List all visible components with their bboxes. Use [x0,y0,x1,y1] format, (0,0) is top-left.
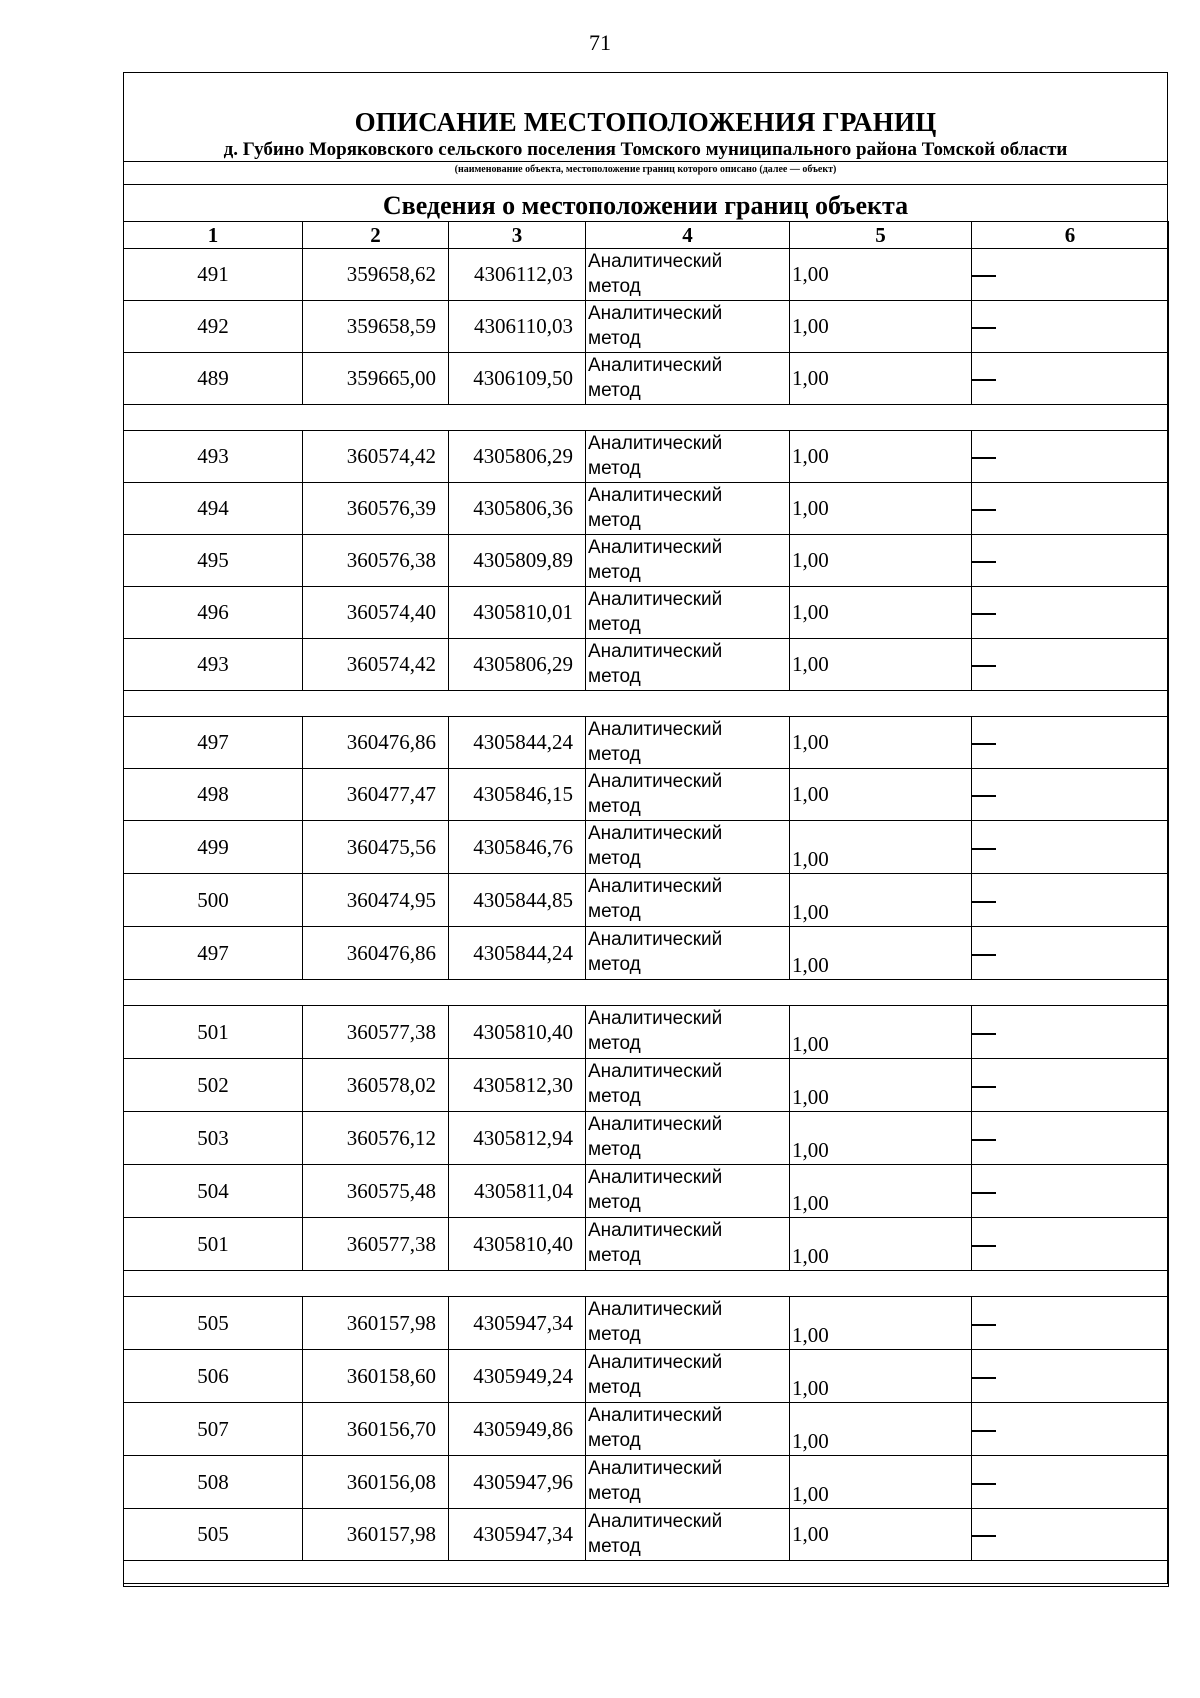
coord-x: 360576,38 [303,535,449,587]
method-line2: метод [588,614,641,635]
method-line1: Аналитический [588,929,723,950]
method-line2: метод [588,458,641,479]
accuracy-cell: 1,00 [790,717,972,769]
coord-y: 4305844,24 [449,927,586,980]
method-line1: Аналитический [588,1352,723,1373]
method-line1: Аналитический [588,303,723,324]
accuracy-cell: 1,00 [790,587,972,639]
point-number: 505 [124,1509,303,1561]
point-number: 497 [124,927,303,980]
point-number: 493 [124,431,303,483]
method-line2: метод [588,1192,641,1213]
dash-mark [972,795,996,797]
coord-x: 360156,70 [303,1403,449,1456]
dash-mark [972,1192,996,1194]
method-line1: Аналитический [588,641,723,662]
method-line1: Аналитический [588,537,723,558]
method-line1: Аналитический [588,876,723,897]
table-row [124,821,1169,874]
table-row [124,1509,1169,1561]
point-number: 496 [124,587,303,639]
method-cell [586,1059,790,1112]
method-line1: Аналитический [588,485,723,506]
method-line2: метод [588,796,641,817]
description-cell [972,1165,1169,1218]
dash-mark [972,1535,996,1537]
method-cell [586,301,790,353]
coord-y: 4305846,15 [449,769,586,821]
dash-mark [972,1483,996,1485]
description-cell [972,927,1169,980]
method-line1: Аналитический [588,1114,723,1135]
method-line1: Аналитический [588,771,723,792]
document-frame [123,72,1168,1584]
coord-y: 4305810,01 [449,587,586,639]
method-line2: метод [588,1086,641,1107]
table-row [124,717,1169,769]
description-cell [972,1297,1169,1350]
coord-x: 359658,59 [303,301,449,353]
point-number: 491 [124,249,303,301]
method-cell [586,717,790,769]
method-cell [586,353,790,405]
description-cell [972,1218,1169,1271]
point-number: 506 [124,1350,303,1403]
separator-row [124,1271,1169,1297]
column-header: 6 [972,222,1169,249]
coord-y: 4305806,29 [449,431,586,483]
accuracy-cell: 1,00 [790,1006,972,1059]
coord-x: 360574,42 [303,639,449,691]
table-row [124,431,1169,483]
table-row [124,1218,1169,1271]
accuracy-cell: 1,00 [790,249,972,301]
coord-y: 4305947,34 [449,1509,586,1561]
description-cell [972,587,1169,639]
coord-y: 4305806,36 [449,483,586,535]
method-line1: Аналитический [588,719,723,740]
method-cell [586,639,790,691]
accuracy-cell: 1,00 [790,301,972,353]
method-line1: Аналитический [588,1405,723,1426]
method-cell [586,1006,790,1059]
method-line1: Аналитический [588,1299,723,1320]
accuracy-cell: 1,00 [790,1112,972,1165]
table-row [124,535,1169,587]
point-number: 495 [124,535,303,587]
coord-x: 360157,98 [303,1509,449,1561]
method-cell [586,1297,790,1350]
accuracy-cell: 1,00 [790,769,972,821]
description-cell [972,1403,1169,1456]
method-line2: метод [588,1139,641,1160]
point-number: 507 [124,1403,303,1456]
table-row [124,1456,1169,1509]
dash-mark [972,457,996,459]
table-row [124,1403,1169,1456]
coord-x: 359658,62 [303,249,449,301]
dash-mark [972,275,996,277]
method-cell [586,483,790,535]
coord-y: 4305806,29 [449,639,586,691]
dash-mark [972,379,996,381]
coord-y: 4305947,34 [449,1297,586,1350]
description-cell [972,249,1169,301]
table-row [124,927,1169,980]
method-line1: Аналитический [588,355,723,376]
point-number: 499 [124,821,303,874]
dash-mark [972,743,996,745]
dash-mark [972,1139,996,1141]
method-line2: метод [588,1483,641,1504]
page-number: 71 [589,30,611,55]
separator-row [124,1561,1169,1587]
point-number: 505 [124,1297,303,1350]
method-cell [586,769,790,821]
coord-x: 360577,38 [303,1006,449,1059]
point-number: 494 [124,483,303,535]
divider [124,184,1167,185]
divider [124,161,1167,162]
coord-x: 359665,00 [303,353,449,405]
method-line2: метод [588,380,641,401]
dash-mark [972,1245,996,1247]
method-line1: Аналитический [588,251,723,272]
table-row [124,1112,1169,1165]
accuracy-cell: 1,00 [790,1165,972,1218]
header-row [124,222,1169,249]
coord-y: 4305844,24 [449,717,586,769]
coord-x: 360576,12 [303,1112,449,1165]
column-header: 1 [124,222,303,249]
coord-y: 4305947,96 [449,1456,586,1509]
method-cell [586,1403,790,1456]
description-cell [972,717,1169,769]
coord-x: 360156,08 [303,1456,449,1509]
description-cell [972,769,1169,821]
method-line2: метод [588,1377,641,1398]
method-line1: Аналитический [588,1167,723,1188]
table-row [124,1297,1169,1350]
method-cell [586,927,790,980]
dash-mark [972,1086,996,1088]
method-cell [586,1509,790,1561]
point-number: 501 [124,1218,303,1271]
method-cell [586,431,790,483]
method-line2: метод [588,666,641,687]
method-line2: метод [588,510,641,531]
method-line2: метод [588,1245,641,1266]
coord-x: 360157,98 [303,1297,449,1350]
table-row [124,1059,1169,1112]
method-line1: Аналитический [588,589,723,610]
table-row [124,1006,1169,1059]
dash-mark [972,954,996,956]
dash-mark [972,509,996,511]
description-cell [972,639,1169,691]
coord-x: 360477,47 [303,769,449,821]
method-cell [586,535,790,587]
table-row [124,639,1169,691]
accuracy-cell: 1,00 [790,821,972,874]
coord-x: 360476,86 [303,717,449,769]
method-cell [586,587,790,639]
dash-mark [972,901,996,903]
point-number: 492 [124,301,303,353]
separator-row [124,691,1169,717]
accuracy-cell: 1,00 [790,483,972,535]
document-subtitle: д. Губино Моряковского сельского поселения Томского муниципального района Томской области [223,139,1068,160]
description-cell [972,874,1169,927]
description-cell [972,353,1169,405]
accuracy-cell: 1,00 [790,874,972,927]
coord-x: 360576,39 [303,483,449,535]
method-line1: Аналитический [588,1220,723,1241]
dash-mark [972,613,996,615]
coord-y: 4305810,40 [449,1006,586,1059]
object-note: (наименование объекта, местоположение границ которого описано (далее — объект) [454,164,837,175]
coord-x: 360474,95 [303,874,449,927]
coord-y: 4305812,94 [449,1112,586,1165]
point-number: 497 [124,717,303,769]
point-number: 503 [124,1112,303,1165]
dash-mark [972,1430,996,1432]
method-cell [586,1112,790,1165]
accuracy-cell: 1,00 [790,1350,972,1403]
coord-x: 360158,60 [303,1350,449,1403]
description-cell [972,1350,1169,1403]
point-number: 508 [124,1456,303,1509]
description-cell [972,821,1169,874]
table-row [124,874,1169,927]
coord-y: 4305949,86 [449,1403,586,1456]
method-line1: Аналитический [588,1061,723,1082]
accuracy-cell: 1,00 [790,927,972,980]
column-header: 5 [790,222,972,249]
method-line1: Аналитический [588,1458,723,1479]
table-row [124,769,1169,821]
description-cell [972,301,1169,353]
point-number: 500 [124,874,303,927]
accuracy-cell: 1,00 [790,1456,972,1509]
point-number: 504 [124,1165,303,1218]
coord-x: 360575,48 [303,1165,449,1218]
table-row [124,483,1169,535]
dash-mark [972,561,996,563]
description-cell [972,1112,1169,1165]
column-header: 2 [303,222,449,249]
coord-y: 4305810,40 [449,1218,586,1271]
coord-y: 4305809,89 [449,535,586,587]
method-cell [586,1165,790,1218]
dash-mark [972,848,996,850]
method-line2: метод [588,848,641,869]
coord-x: 360475,56 [303,821,449,874]
coord-y: 4305846,76 [449,821,586,874]
method-line2: метод [588,1430,641,1451]
method-cell [586,821,790,874]
method-cell [586,1218,790,1271]
coord-x: 360574,40 [303,587,449,639]
description-cell [972,483,1169,535]
coord-x: 360578,02 [303,1059,449,1112]
method-line2: метод [588,1536,641,1557]
accuracy-cell: 1,00 [790,1403,972,1456]
description-cell [972,431,1169,483]
coord-x: 360476,86 [303,927,449,980]
column-header: 3 [449,222,586,249]
document-title: ОПИСАНИЕ МЕСТОПОЛОЖЕНИЯ ГРАНИЦ [354,107,937,137]
point-number: 489 [124,353,303,405]
table-row [124,1165,1169,1218]
dash-mark [972,327,996,329]
method-line2: метод [588,276,641,297]
coord-y: 4305949,24 [449,1350,586,1403]
method-line1: Аналитический [588,433,723,454]
method-line2: метод [588,901,641,922]
point-number: 501 [124,1006,303,1059]
method-line2: метод [588,1033,641,1054]
description-cell [972,1059,1169,1112]
description-cell [972,1006,1169,1059]
accuracy-cell: 1,00 [790,1218,972,1271]
accuracy-cell: 1,00 [790,1509,972,1561]
dash-mark [972,1033,996,1035]
method-line2: метод [588,562,641,583]
coord-y: 4305811,04 [449,1165,586,1218]
method-line2: метод [588,744,641,765]
separator-row [124,405,1169,431]
column-header: 4 [586,222,790,249]
point-number: 498 [124,769,303,821]
method-line2: метод [588,954,641,975]
description-cell [972,535,1169,587]
description-cell [972,1456,1169,1509]
coord-y: 4306112,03 [449,249,586,301]
point-number: 493 [124,639,303,691]
accuracy-cell: 1,00 [790,639,972,691]
method-line1: Аналитический [588,823,723,844]
accuracy-cell: 1,00 [790,535,972,587]
method-cell [586,1350,790,1403]
method-cell [586,249,790,301]
table-row [124,249,1169,301]
section-title: Сведения о местоположении границ объекта [382,191,909,220]
table-row [124,1350,1169,1403]
description-cell [972,1509,1169,1561]
coord-x: 360574,42 [303,431,449,483]
table-row [124,587,1169,639]
dash-mark [972,1377,996,1379]
point-number: 502 [124,1059,303,1112]
method-line1: Аналитический [588,1008,723,1029]
method-cell [586,1456,790,1509]
table-row [124,301,1169,353]
method-line1: Аналитический [588,1511,723,1532]
accuracy-cell: 1,00 [790,1059,972,1112]
coordinates-table [123,221,1169,1587]
dash-mark [972,665,996,667]
method-line2: метод [588,1324,641,1345]
coord-y: 4306110,03 [449,301,586,353]
coord-y: 4306109,50 [449,353,586,405]
dash-mark [972,1324,996,1326]
separator-row [124,980,1169,1006]
accuracy-cell: 1,00 [790,431,972,483]
accuracy-cell: 1,00 [790,353,972,405]
coord-x: 360577,38 [303,1218,449,1271]
coord-y: 4305844,85 [449,874,586,927]
accuracy-cell: 1,00 [790,1297,972,1350]
table-row [124,353,1169,405]
method-cell [586,874,790,927]
method-line2: метод [588,328,641,349]
coord-y: 4305812,30 [449,1059,586,1112]
